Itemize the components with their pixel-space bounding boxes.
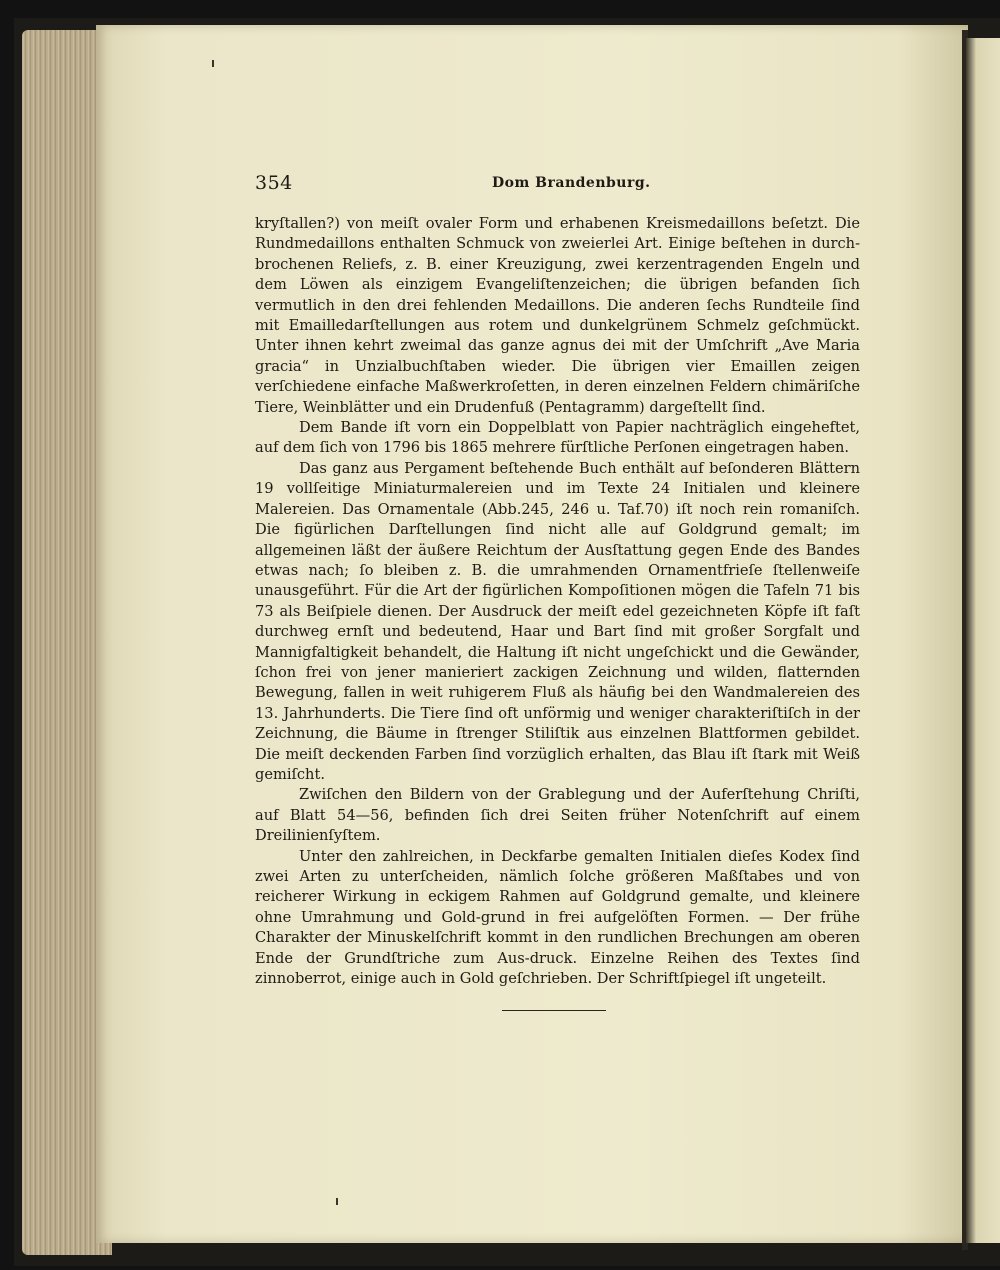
paragraph: kryſtallen?) von meiſt ovaler Form und erhabenen Kreismedaillons beſetzt. Die Rundmedaillons enthalten Schmuck von zweierlei Art. Einige beſtehen in durch-brochenen Reliefs, z. B. einer Kreuzigung, zwei kerzentragenden Engeln und dem Löwen als einzigem Evangeliſtenzeichen; die übrigen befanden ſich vermutlich in den drei fehlenden Medaillons. Die anderen ſechs Rundteile ſind mit Emailledarſtellungen aus rotem und dunkelgrünem Schmelz geſchmückt. Unter ihnen kehrt zweimal das ganze agnus dei mit der Umſchrift „Ave Maria gracia“ in Unzialbuchſtaben wieder. Die übrigen vier Emaillen zeigen verſchiedene einfache Maßwerkroſetten, in deren einzelnen Feldern chimäriſche Tiere, Weinblätter und ein Drudenfuß (Pentagramm) dargeſtellt ſind. bbox=[255, 215, 860, 416]
running-head: Dom Brandenburg. bbox=[492, 175, 651, 191]
page-header bbox=[255, 172, 860, 198]
paragraph: Dem Bande iſt vorn ein Doppelblatt von Papier nachträglich eingeheftet, auf dem ſich von 1796 bis 1865 mehrere fürſtliche Perſonen eingetragen haben. bbox=[255, 419, 860, 457]
speck bbox=[336, 1198, 338, 1205]
right-page-edge bbox=[966, 38, 1000, 1243]
paragraph: Zwiſchen den Bildern von der Grablegung und der Auferſtehung Chriſti, auf Blatt 54—56, befinden ſich drei Seiten früher Notenſchrift auf einem Dreilinienſyſtem. bbox=[255, 786, 860, 845]
end-rule bbox=[502, 1010, 606, 1011]
speck bbox=[212, 60, 214, 67]
page-number: 354 bbox=[255, 172, 293, 194]
paragraph: Das ganz aus Pergament beſtehende Buch enthält auf beſonderen Blättern 19 vollſeitige Miniaturmalereien und im Texte 24 Initialen und kleinere Malereien. Das Ornamentale (Abb.245, 246 u. Taf.70) iſt noch rein romaniſch. Die figürlichen Darſtellungen ſind nicht alle auf Goldgrund gemalt; im allgemeinen läßt der äußere Reichtum der Ausſtattung gegen Ende des Bandes etwas nach; ſo bleiben z. B. die umrahmenden Ornamentfrieſe ſtellenweiſe unausgeführt. Für die Art der figürlichen Kompoſitionen mögen die Tafeln 71 bis 73 als Beiſpiele dienen. Der Ausdruck der meiſt edel gezeichneten Köpfe iſt faſt durchweg ernſt und bedeutend, Haar und Bart ſind mit großer Sorgfalt und Mannigfaltigkeit behandelt, die Haltung iſt nicht ungeſchickt und die Gewänder, ſchon frei von jener manieriert zackigen Zeichnung und wilden, flatternden Bewegung, fallen in weit ruhigerem Fluß als häufig bei den Wandmalereien des 13. Jahrhunderts. Die Tiere ſind oft unförmig und weniger charakteriſtiſch in der Zeichnung, die Bäume in ſtrenger Stiliſtik aus einzelnen Blattformen gebildet. Die meiſt deckenden Farben ſind vorzüglich erhalten, das Blau iſt ſtark mit Weiß gemiſcht. bbox=[255, 459, 860, 783]
body-text bbox=[255, 214, 860, 989]
paragraph: Unter den zahlreichen, in Deckfarbe gemalten Initialen dieſes Kodex ſind zwei Arten zu unterſcheiden, nämlich ſolche größeren Maßſtabes und von reicherer Wirkung in eckigem Rahmen auf Goldgrund gemalte, und kleinere ohne Umrahmung und Gold-grund in frei aufgelöſten Formen. — Der frühe Charakter der Minuskelſchrift kommt in den rundlichen Brechungen am oberen Ende der Grundſtriche zum Aus-druck. Einzelne Reihen des Textes ſind zinnoberrot, einige auch in Gold geſchrieben. Der Schriftſpiegel iſt ungeteilt. bbox=[255, 847, 860, 988]
